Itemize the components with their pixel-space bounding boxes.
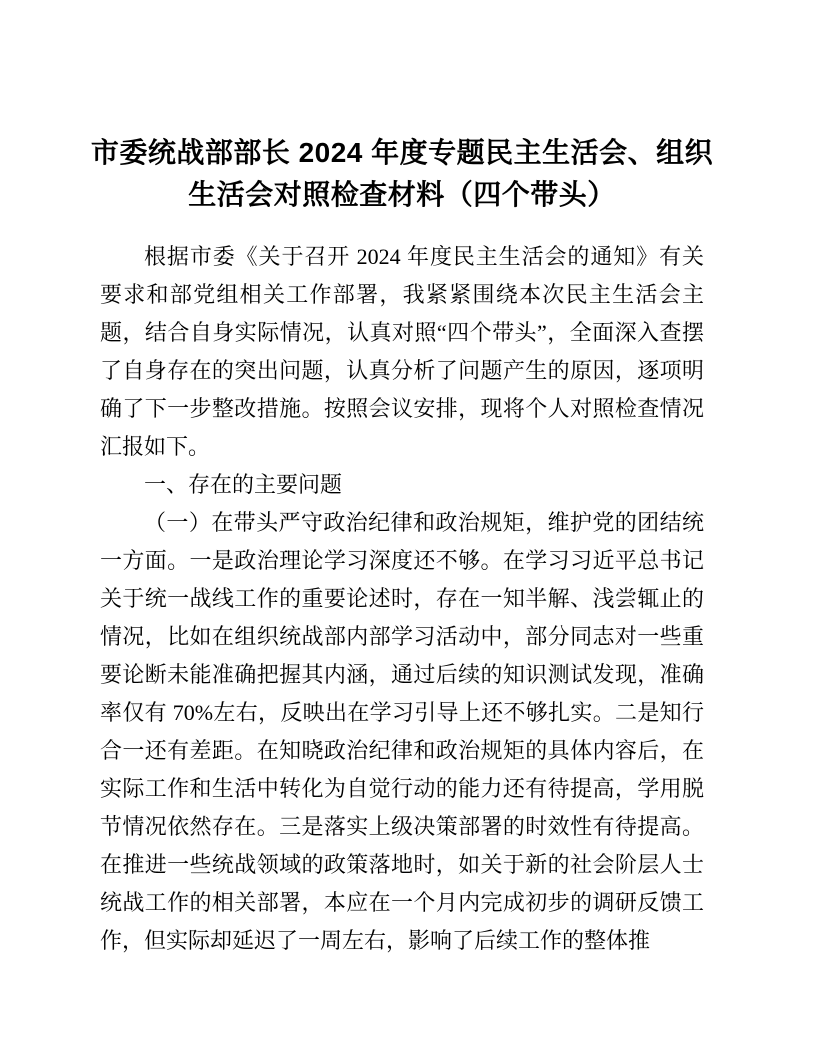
intro-paragraph: 根据市委《关于召开 2024 年度民主生活会的通知》有关要求和部党组相关工作部署，我紧紧围绕本次民主生活会主题，结合自身实际情况，认真对照“四个带头”，全面深入查摆了自身存在的突出问题，认真分析了问题产生的原因，逐项明确了下一步整改措施。按照会议安排，现将个人对照检查情况汇报如下。 [100,244,704,459]
document-title: 市委统战部部长 2024 年度专题民主生活会、组织生活会对照检查材料（四个带头） [90,137,714,210]
section-1-paragraph: （一）在带头严守政治纪律和政治规矩，维护党的团结统一方面。一是政治理论学习深度还不够。在学习习近平总书记关于统一战线工作的重要论述时，存在一知半解、浅尝辄止的情况，比如在组织统战部内部学习活动中，部分同志对一些重要论断未能准确把握其内涵，通过后续的知识测试发现，准确率仅有 70%左右，反映出在学习引导上还不够扎实。二是知行合一还有差距。在知晓政治纪律和政治规矩的具体内容后，在实际工作和生活中转化为自觉行动的能力还有待提高，学用脱节情况依然存在。三是落实上级决策部署的时效性有待提高。在推进一些统战领域的政策落地时，如关于新的社会阶层人士统战工作的相关部署，本应在一个月内完成初步的调研反馈工作，但实际却延迟了一周左右，影响了后续工作的整体推 [100,510,704,953]
section-1-heading: 一、存在的主要问题 [144,472,343,497]
